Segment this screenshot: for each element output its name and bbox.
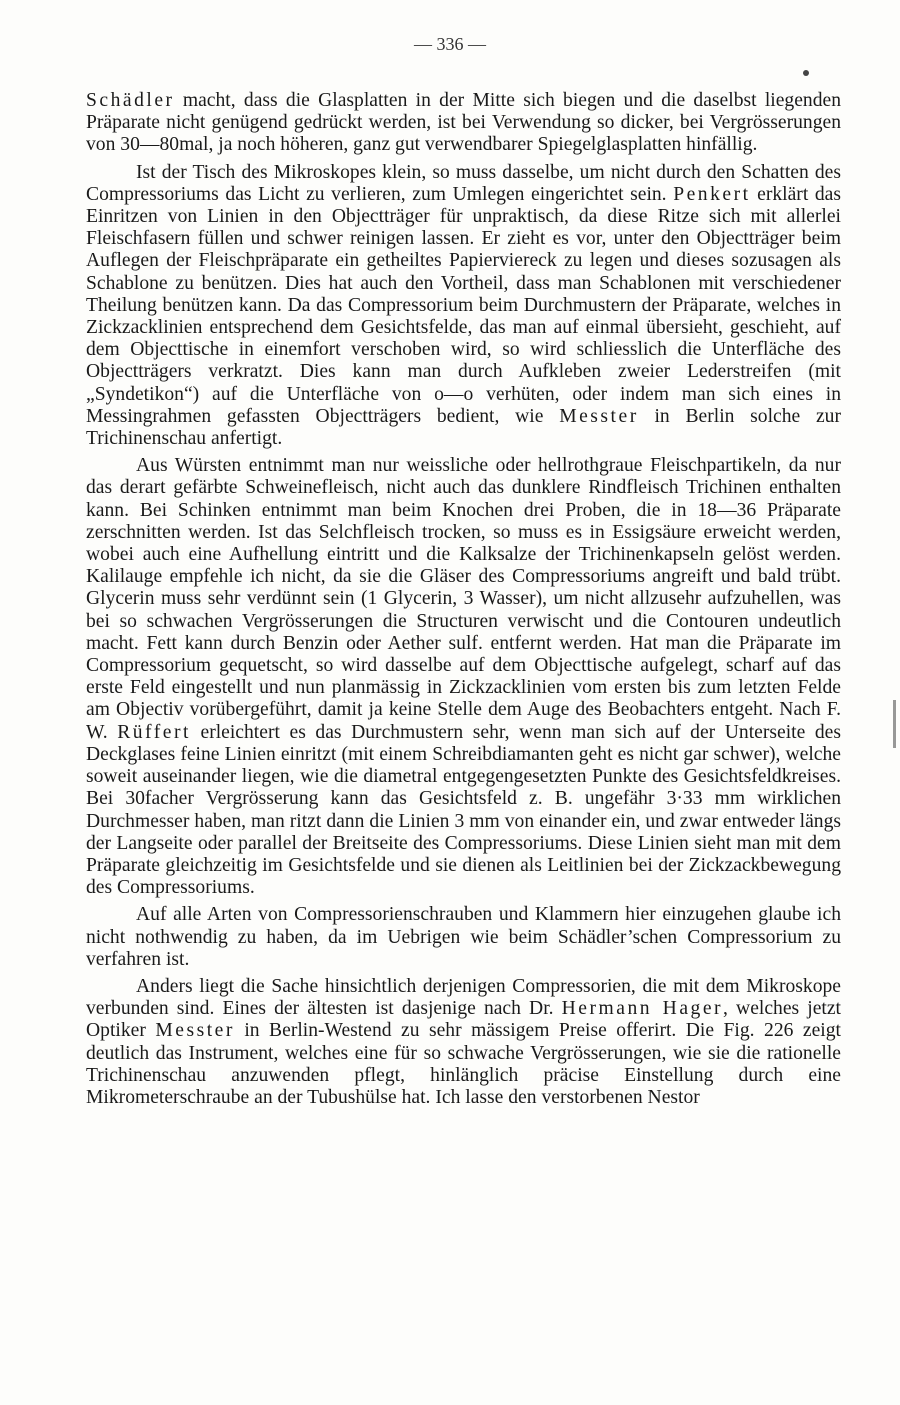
text-run: Aus Würsten entnimmt man nur weissliche oder hellrothgraue Fleischpartikeln, da nur das derart gefärbte Schweinefleisch, nicht auch das dunklere Rindfleisch Trichinen enthalten kann. Bei Schinken entnimmt man beim Knochen drei Proben, die in 18—36 Präparate zerschnitten werden. Ist das Selchfleisch trocken, so muss es in Essigsäure erweicht werden, wobei auch eine Aufhellung eintritt und die Kalksalze der Trichinenkapseln gelöst werden. Kalilauge empfehle ich nicht, da sie die Gläser des Compressoriums angreift und bald trübt. Glycerin muss sehr verdünnt sein (1 Glycerin, 3 Wasser), um nicht allzusehr aufzuhellen, was bei so schwachen Vergrösserungen die Structuren verwischt und die Contouren undeutlich macht. Fett kann durch Benzin oder Aether sulf. entfernt werden. Hat man die Präparate im Compressorium gequetscht, so wird dasselbe auf dem Objecttische aufgelegt, scharf auf das erste Feld eingestellt und nun planmässig in Zickzacklinien vom ersten bis zum letzten Felde am Objectiv vorübergeführt, damit ja keine Stelle dem Auge des Beobachters entgeht. Nach F. W. <box>86 455 841 743</box>
paragraph <box>86 904 841 971</box>
text-run: , welches jetzt Optiker <box>86 998 841 1042</box>
paragraph <box>86 162 841 451</box>
person-name: Penkert <box>673 183 751 205</box>
text-run: Anders liegt die Sache hinsichtlich derjenigen Compressorien, die mit dem Mikroskope verbunden sind. Eines der ältesten ist dasjenige nach Dr. <box>86 975 841 1020</box>
ink-speck <box>803 70 809 76</box>
paragraph <box>86 455 841 899</box>
text-run: in Berlin solche zur Trichinenschau anfertigt. <box>86 405 841 450</box>
text-run: in Berlin-Westend zu sehr mässigem Preise offerirt. Die Fig. 226 zeigt deutlich das Instrument, welches eine für so schwache Vergrösserungen, wie sie die rationelle Trichinenschau anzuwenden pflegt, hinlänglich präcise Einstellung durch eine Mikrometerschraube an der Tubushülse hat. Ich lasse den verstorbenen Nestor <box>86 1020 841 1108</box>
paragraph <box>86 90 841 157</box>
person-name: Messter <box>559 405 639 427</box>
margin-mark <box>893 700 896 748</box>
page-number: — 336 — <box>414 34 486 54</box>
person-name: Rüffert <box>117 721 191 743</box>
person-name: Hermann Hager <box>561 998 724 1020</box>
body-text <box>86 90 841 1114</box>
text-run: Ist der Tisch des Mikroskopes klein, so muss dasselbe, um nicht durch den Schatten des Compressoriums das Licht zu verlieren, zum Umlegen eingerichtet sein. <box>86 161 841 205</box>
person-name: Messter <box>155 1020 235 1042</box>
text-run: erklärt das Einritzen von Linien in den Objectträger für unpraktisch, da diese Ritze sich mit allerlei Fleischfasern füllen und schwer reinigen lassen. Er zieht es vor, unter den Objectträger beim Auflegen der Fleischpräparate ein getheiltes Papierviereck zu legen und dieses sozusagen als Schablone zu benützen. Dies hat auch den Vortheil, dass man Schablonen mit verschiedener Theilung benützen kann. Da das Compressorium beim Durchmustern der Präparate, welches in Zickzacklinien entsprechend dem Gesichtsfelde, das man auf einmal übersieht, geschieht, auf dem Objecttische in einemfort verschoben wird, so wird schliesslich die Unterfläche des Objectträgers verkratzt. Dies kann man durch Aufkleben zweier Lederstreifen (mit „Syndetikon“) auf die Unterfläche von o—o verhüten, oder indem man sich eines in Messingrahmen gefassten Objectträgers bedient, wie <box>86 183 841 427</box>
person-name: Schädler <box>86 90 175 111</box>
text-run: Auf alle Arten von Compressorienschrauben und Klammern hier einzugehen glaube ich nicht nothwendig zu haben, da im Uebrigen wie beim Schädler’schen Compressorium zu verfahren ist. <box>86 904 841 970</box>
text-run: macht, dass die Glasplatten in der Mitte sich biegen und die daselbst liegenden Präparate nicht genügend gedrückt werden, ist bei Verwendung so dicker, bei Vergrösserungen von 30—80mal, ja noch höheren, ganz gut verwendbarer Spiegelglasplatten hinfällig. <box>86 90 841 156</box>
paragraph <box>86 976 841 1109</box>
text-run: erleichtert es das Durchmustern sehr, wenn man sich auf der Unterseite des Deckglases feine Linien einritzt (mit einem Schreibdiamanten geht es nicht gar schwer), welche soweit auseinander liegen, wie die diametral entgegengesetzten Punkte des Gesichtsfeldkreises. Bei 30facher Vergrösserung kann das Gesichtsfeld z. B. ungefähr 3·33 mm wirklichen Durchmesser haben, man ritzt dann die Linien 3 mm von einander ein, und zwar entweder längs der Langseite oder parallel der Breitseite des Compressoriums. Diese Linien sieht man mit dem Präparate gleichzeitig im Gesichtsfelde und sie dienen als Leitlinien bei der Zickzackbewegung des Compressoriums. <box>86 721 842 899</box>
